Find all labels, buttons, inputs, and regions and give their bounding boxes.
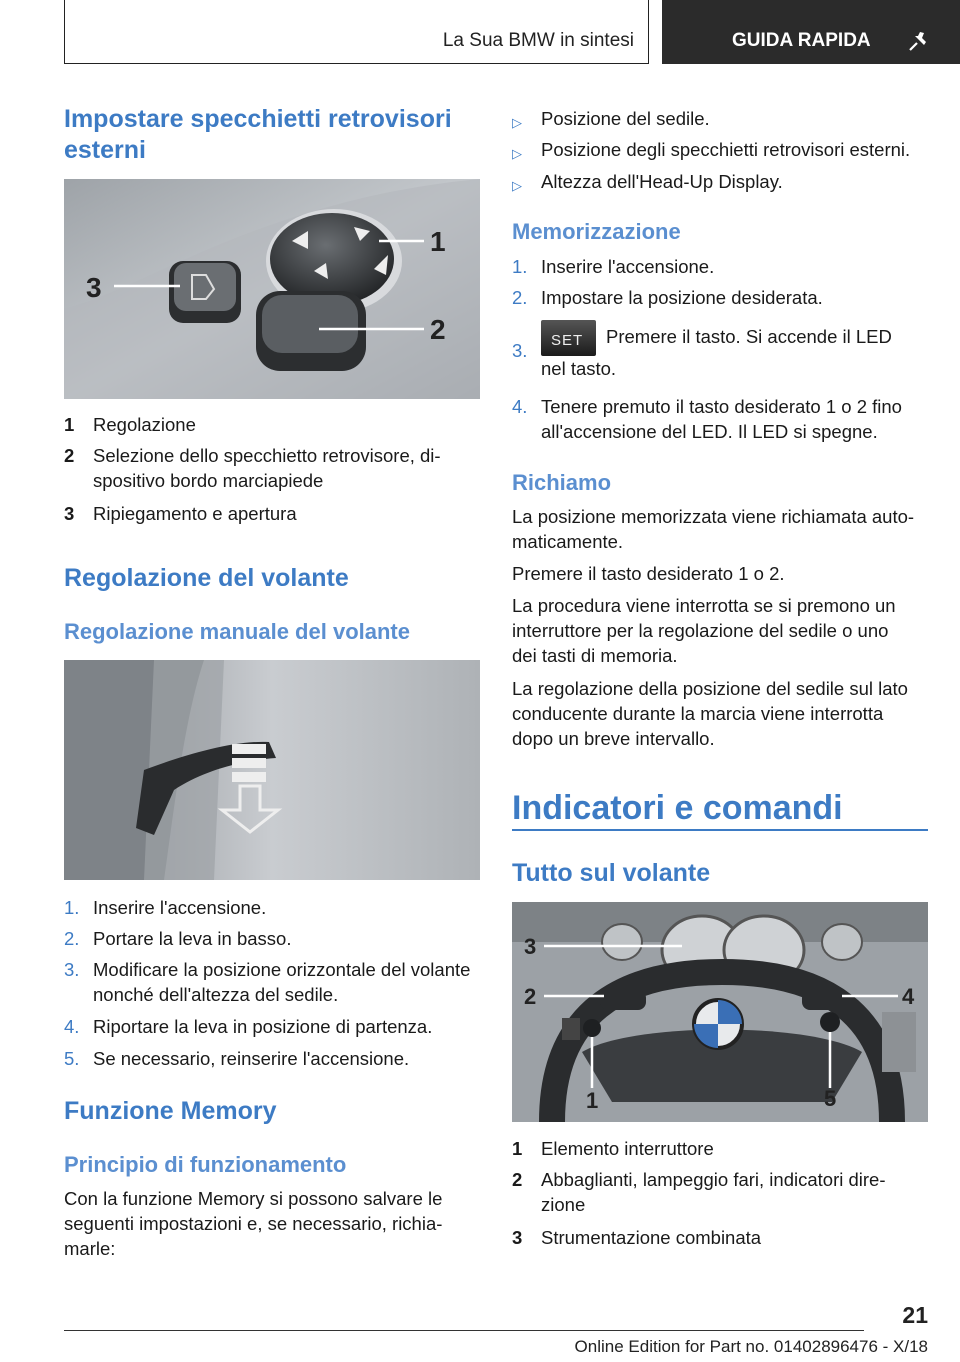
header-chapter-title: GUIDA RAPIDA (732, 30, 871, 51)
set-button-icon: SET (541, 320, 596, 356)
cockpit-label-2: 2 (524, 984, 537, 1009)
mirrors-title: Impostare specchietti retrovisori esterni (64, 105, 452, 164)
page-number: 21 (902, 1302, 928, 1328)
header-section-title: La Sua BMW in sintesi (442, 30, 634, 51)
principle-text: Con la funzione Memory si possono salvare le seguenti impostazioni e, se necessario, richia- marle: (64, 1188, 443, 1259)
cockpit-label-3: 3 (524, 934, 537, 959)
steering-legend-item: 2 Abbaglianti, lampeggio fari, indicatori dire- zione (512, 1169, 886, 1215)
wheel-title: Regolazione del volante (64, 564, 349, 592)
recall-paragraph: La procedura viene interrotta se si premono un interruttore per la regolazione del sedile o uno dei tasti di memoria. (512, 595, 896, 666)
controls-title: Indicatori e comandi (512, 789, 843, 827)
header-chapter-tab[interactable] (662, 0, 960, 64)
wheel-manual-title: Regolazione manuale del volante (64, 619, 410, 644)
controls-title-rule (512, 829, 928, 831)
recall-paragraph: La regolazione della posizione del sedile sul lato conducente durante la marcia viene interrotta dopo un breve intervallo. (512, 678, 908, 749)
mirror-controls-image (64, 179, 480, 399)
memorize-title: Memorizzazione (512, 219, 681, 244)
mirrors-legend-item: 2 Selezione dello specchietto retrovisore, di- spositivo bordo marciapiede (64, 445, 441, 491)
principle-title: Principio di funzionamento (64, 1152, 347, 1177)
pin-icon (906, 30, 930, 52)
footer-edition: Online Edition for Part no. 01402896476 - X/18 (574, 1337, 928, 1356)
header-section-box (64, 0, 649, 64)
wheel-step: 3. Modificare la posizione orizzontale del volante nonché dell'altezza del sedile. (64, 959, 471, 1005)
steering-lever-image (64, 660, 480, 880)
cockpit-label-1: 1 (586, 1088, 599, 1113)
steering-title: Tutto sul volante (512, 859, 711, 887)
mirror-label-2: 2 (430, 314, 446, 345)
memory-title: Funzione Memory (64, 1097, 277, 1125)
memorize-step: 3. SET Premere il tasto. Si accende il LED nel tasto. (512, 320, 932, 386)
cockpit-image (512, 902, 928, 1122)
recall-paragraph: La posizione memorizzata viene richiamata auto- maticamente. (512, 506, 915, 552)
recall-title: Richiamo (512, 470, 612, 495)
mirror-label-1: 1 (430, 226, 446, 257)
cockpit-label-5: 5 (824, 1086, 837, 1111)
mirror-label-3: 3 (86, 272, 102, 303)
cockpit-label-4: 4 (902, 984, 915, 1009)
recall-paragraph: Premere il tasto desiderato 1 o 2. (512, 563, 785, 584)
footer-rule (64, 1330, 864, 1331)
memorize-step: 4. Tenere premuto il tasto desiderato 1 o 2 fino all'accensione del LED. Il LED si spegne. (512, 396, 902, 442)
